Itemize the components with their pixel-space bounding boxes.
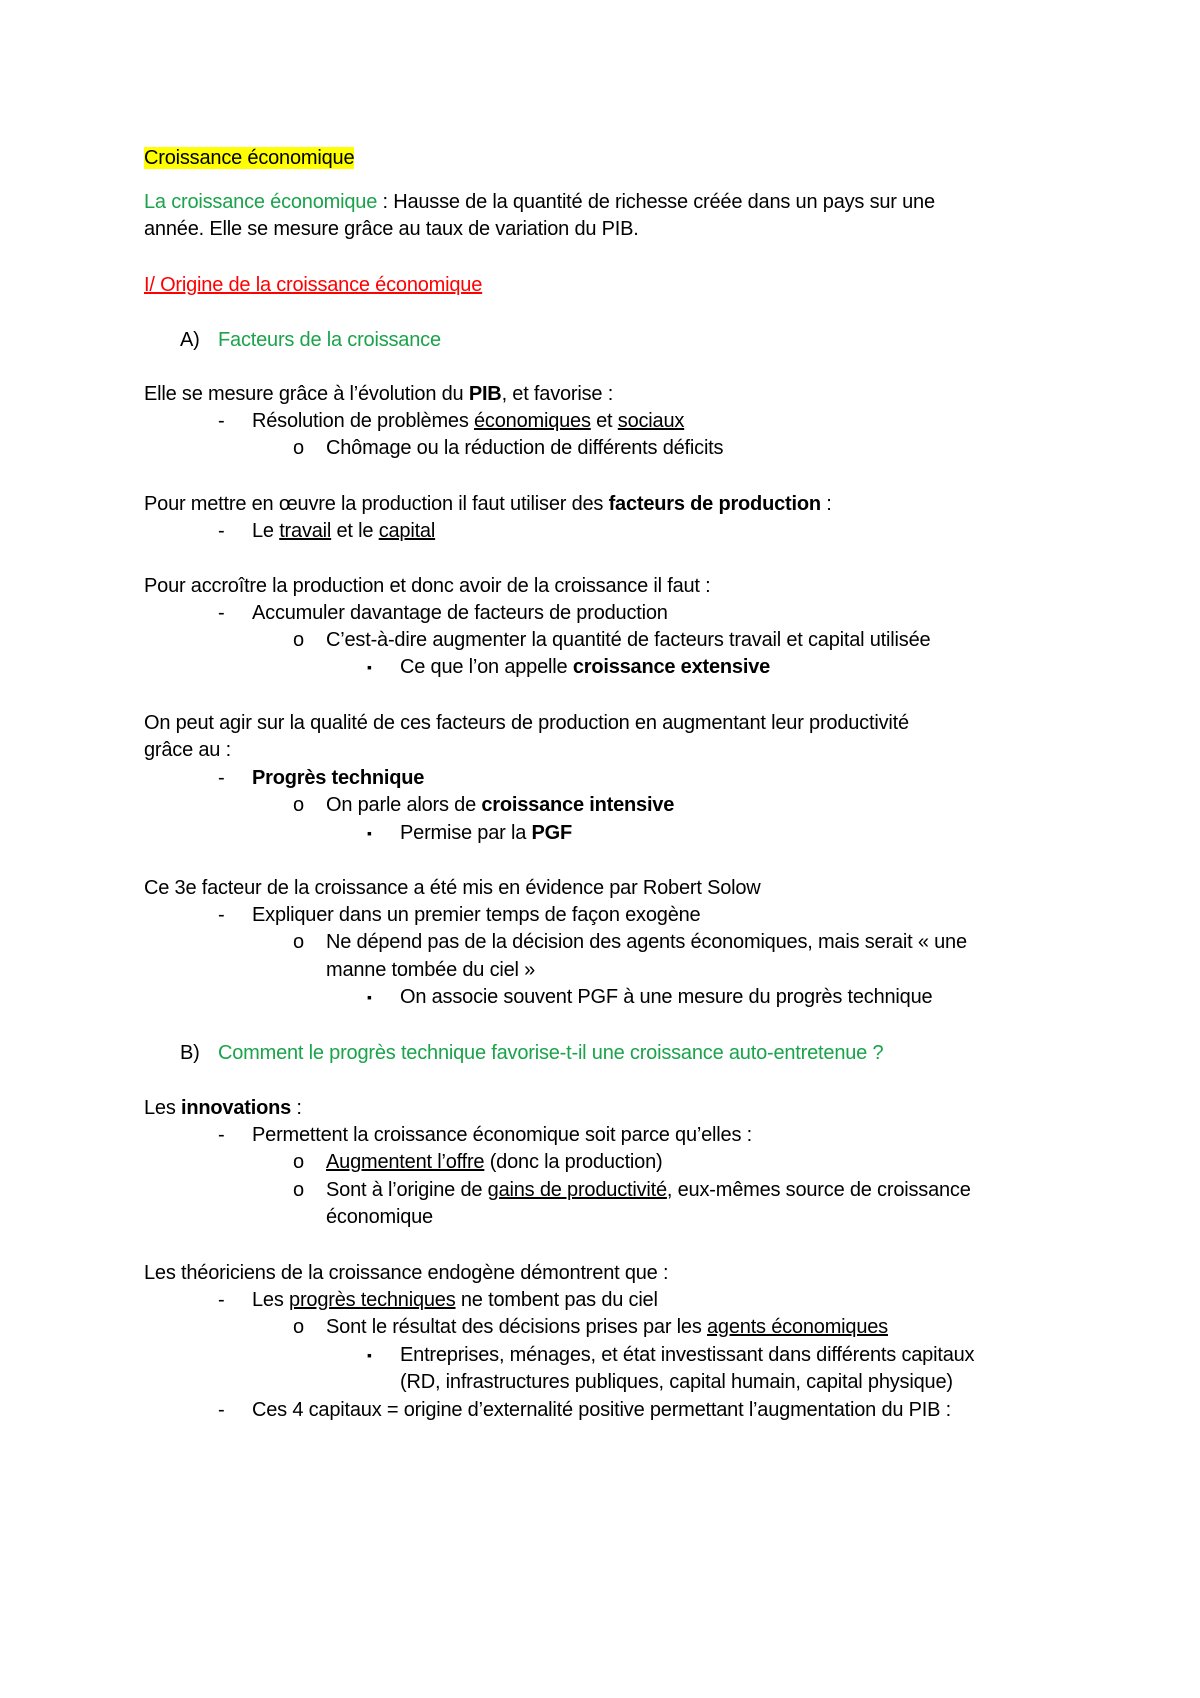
text: Résolution de problèmes	[252, 410, 474, 432]
sub-list-item: Chômage ou la réduction de différents déficits	[326, 437, 724, 459]
text: On parle alors de	[326, 794, 482, 816]
circle-bullet: o	[293, 931, 304, 953]
text: et	[590, 410, 618, 432]
paragraph	[144, 1096, 302, 1120]
paragraph: Pour accroître la production et donc avoir de la croissance il faut :	[144, 575, 711, 597]
title-highlight: Croissance économique	[144, 147, 355, 169]
square-bullet: ▪	[367, 659, 372, 675]
definition-line-2: année. Elle se mesure grâce au taux de variation du PIB.	[144, 218, 639, 240]
paragraph-line-2: grâce au :	[144, 739, 231, 761]
text: Les	[144, 1097, 182, 1119]
definition-line	[144, 190, 935, 214]
paragraph	[144, 492, 832, 516]
text: Le	[252, 520, 280, 542]
sub-sub-list-item: On associe souvent PGF à une mesure du progrès technique	[400, 986, 933, 1008]
sub-sub-list-item	[400, 655, 770, 679]
sub-list-item-cont: manne tombée du ciel »	[326, 959, 536, 981]
square-bullet: ▪	[367, 825, 372, 841]
document-title	[144, 146, 354, 170]
list-item	[252, 519, 435, 543]
dash-bullet: -	[218, 767, 225, 789]
list-item: Accumuler davantage de facteurs de production	[252, 602, 668, 624]
circle-bullet: o	[293, 1316, 304, 1338]
circle-bullet: o	[293, 1179, 304, 1201]
text: Sont le résultat des décisions prises par les	[326, 1316, 707, 1338]
text: Les	[252, 1289, 290, 1311]
circle-bullet: o	[293, 1151, 304, 1173]
dash-bullet: -	[218, 1124, 225, 1146]
underlined-text: sociaux	[617, 410, 685, 432]
text: (donc la production)	[484, 1151, 663, 1173]
text: Elle se mesure grâce à l’évolution du	[144, 383, 469, 405]
dash-bullet: -	[218, 410, 225, 432]
underlined-text: progrès techniques	[289, 1289, 456, 1311]
dash-bullet: -	[218, 602, 225, 624]
underlined-text: Augmentent l’offre	[326, 1151, 485, 1173]
text: , et favorise :	[501, 383, 614, 405]
section-1-heading: I/ Origine de la croissance économique	[144, 274, 483, 296]
list-item	[252, 766, 424, 790]
bold-text: croissance extensive	[572, 656, 771, 678]
sub-sub-list-item: Entreprises, ménages, et état investissant dans différents capitaux	[400, 1344, 975, 1366]
subsection-b-title: Comment le progrès technique favorise-t-il une croissance auto-entretenue ?	[218, 1042, 884, 1064]
list-item: Ces 4 capitaux = origine d’externalité positive permettant l’augmentation du PIB :	[252, 1399, 952, 1421]
list-item: Permettent la croissance économique soit parce qu’elles :	[252, 1124, 752, 1146]
text: :	[820, 493, 832, 515]
square-bullet: ▪	[367, 989, 372, 1005]
text: ne tombent pas du ciel	[455, 1289, 658, 1311]
definition-term: La croissance économique	[144, 191, 378, 213]
circle-bullet: o	[293, 437, 304, 459]
dash-bullet: -	[218, 1399, 225, 1421]
square-bullet: ▪	[367, 1347, 372, 1363]
sub-list-item-cont: économique	[326, 1206, 433, 1228]
list-item: Expliquer dans un premier temps de façon exogène	[252, 904, 701, 926]
underlined-text: gains de productivité	[487, 1179, 667, 1201]
bold-text: croissance intensive	[481, 794, 675, 816]
underlined-text: agents économiques	[707, 1316, 888, 1338]
sub-list-item: Ne dépend pas de la décision des agents économiques, mais serait « une	[326, 931, 967, 953]
sub-list-item: C’est-à-dire augmenter la quantité de facteurs travail et capital utilisée	[326, 629, 931, 651]
underlined-text: travail	[279, 520, 332, 542]
sub-list-item	[326, 1178, 971, 1202]
dash-bullet: -	[218, 904, 225, 926]
text: , eux-mêmes source de croissance	[666, 1179, 971, 1201]
list-item	[252, 409, 684, 433]
bold-text: Progrès technique	[252, 767, 425, 789]
paragraph: Les théoriciens de la croissance endogène démontrent que :	[144, 1262, 669, 1284]
circle-bullet: o	[293, 794, 304, 816]
paragraph: Ce 3e facteur de la croissance a été mis en évidence par Robert Solow	[144, 877, 761, 899]
text: Pour mettre en œuvre la production il faut utiliser des	[144, 493, 609, 515]
bold-text: PGF	[531, 822, 573, 844]
sub-list-item	[326, 793, 674, 817]
subsection-a-title: Facteurs de la croissance	[218, 329, 441, 351]
paragraph: On peut agir sur la qualité de ces facteurs de production en augmentant leur productivité	[144, 712, 909, 734]
subsection-b-letter: B)	[180, 1042, 200, 1064]
text: Ce que l’on appelle	[400, 656, 573, 678]
sub-sub-list-item-cont: (RD, infrastructures publiques, capital humain, capital physique)	[400, 1371, 953, 1393]
circle-bullet: o	[293, 629, 304, 651]
bold-text: facteurs de production	[608, 493, 821, 515]
bold-text: innovations	[181, 1097, 292, 1119]
text: :	[291, 1097, 302, 1119]
text: Sont à l’origine de	[326, 1179, 488, 1201]
sub-sub-list-item	[400, 821, 572, 845]
text: Permise par la	[400, 822, 532, 844]
paragraph	[144, 382, 613, 406]
text: et le	[331, 520, 379, 542]
bold-text: PIB	[468, 383, 502, 405]
subsection-a-letter: A)	[180, 329, 200, 351]
definition-text: : Hausse de la quantité de richesse créée dans un pays sur une	[377, 191, 935, 213]
sub-list-item	[326, 1315, 888, 1339]
underlined-text: économiques	[474, 410, 591, 432]
underlined-text: capital	[378, 520, 436, 542]
list-item	[252, 1288, 658, 1312]
sub-list-item	[326, 1150, 662, 1174]
dash-bullet: -	[218, 1289, 225, 1311]
dash-bullet: -	[218, 520, 225, 542]
